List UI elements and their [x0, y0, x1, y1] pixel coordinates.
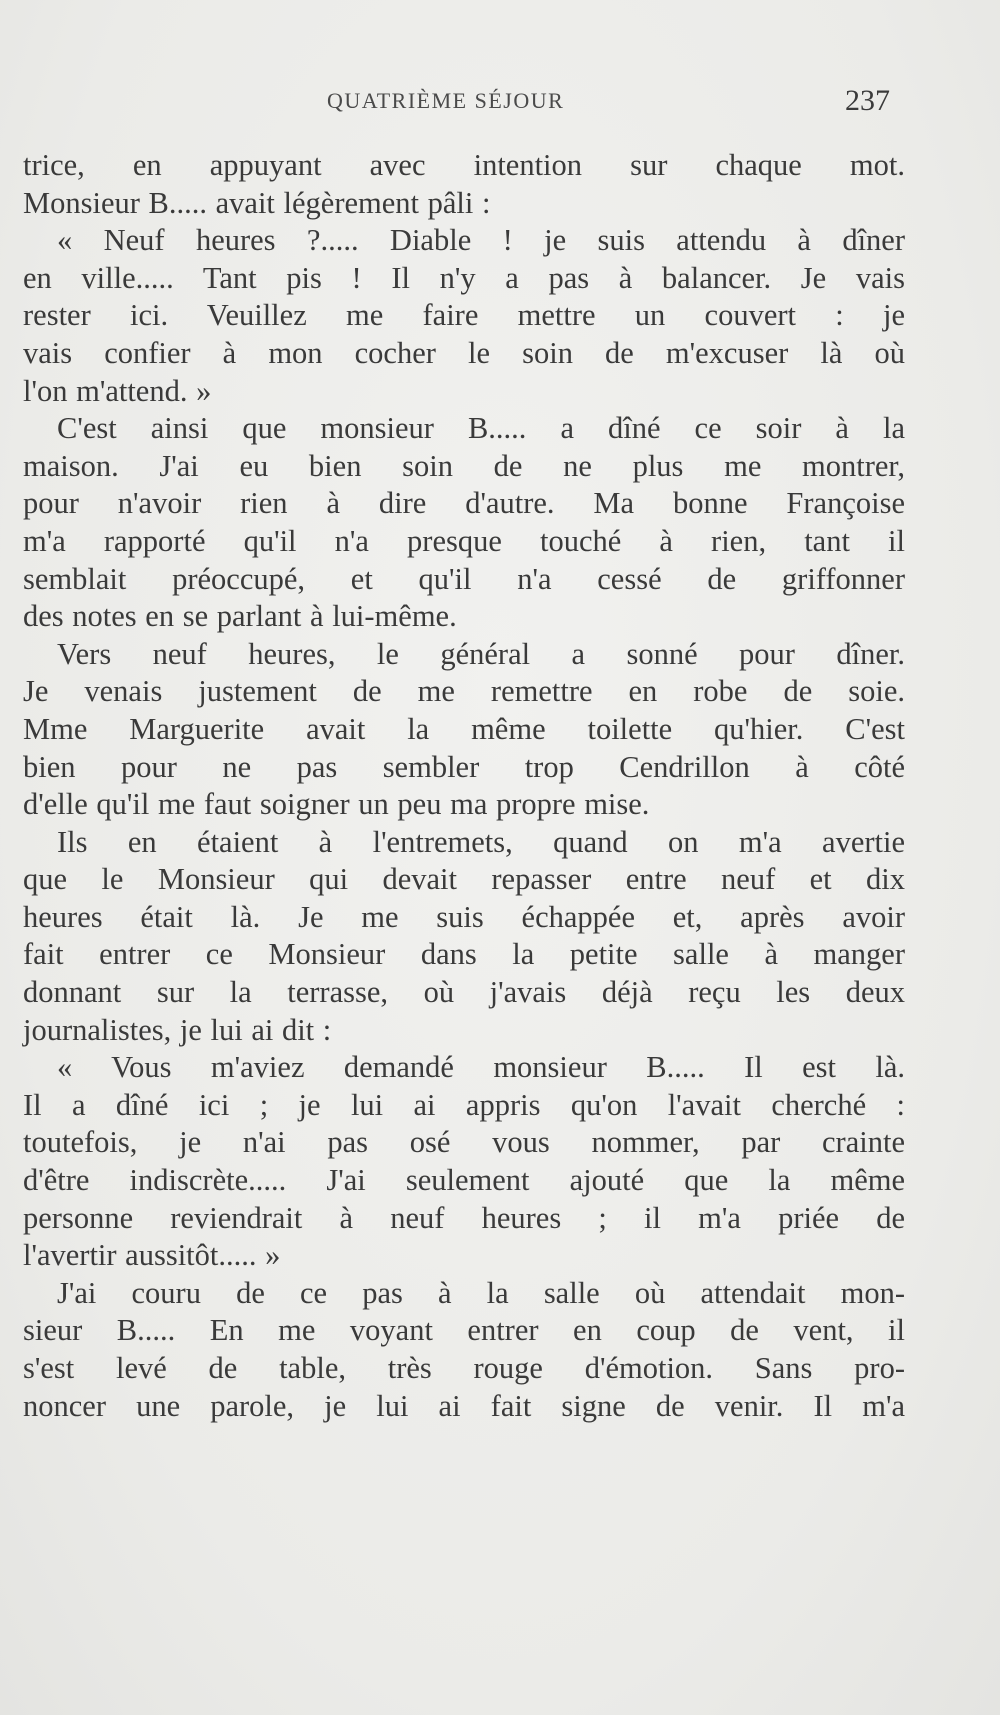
- text-line: noncer une parole, je lui ai fait signe de venir. Il m'a: [23, 1388, 905, 1423]
- text-line: J'ai couru de ce pas à la salle où attendait mon-: [57, 1275, 905, 1310]
- text-line: d'être indiscrète..... J'ai seulement ajouté que la même: [23, 1163, 905, 1198]
- text-line: Mme Marguerite avait la même toilette qu'hier. C'est: [23, 711, 905, 746]
- body-text: [23, 147, 905, 1425]
- text-line: Il a dîné ici ; je lui ai appris qu'on l'avait cherché :: [23, 1087, 905, 1122]
- text-line: « Neuf heures ?..... Diable ! je suis attendu à dîner: [57, 223, 905, 258]
- text-line: m'a rapporté qu'il n'a presque touché à rien, tant il: [23, 523, 905, 558]
- text-line: pour n'avoir rien à dire d'autre. Ma bonne Françoise: [23, 486, 905, 521]
- text-line: d'elle qu'il me faut soigner un peu ma propre mise.: [23, 787, 650, 822]
- text-line: semblait préoccupé, et qu'il n'a cessé de griffonner: [23, 561, 905, 596]
- text-line: Monsieur B..... avait légèrement pâli :: [23, 185, 491, 220]
- text-line: l'avertir aussitôt..... »: [23, 1238, 281, 1273]
- text-line: des notes en se parlant à lui-même.: [23, 599, 457, 634]
- text-line: Je venais justement de me remettre en robe de soie.: [23, 674, 905, 709]
- text-line: « Vous m'aviez demandé monsieur B..... Il est là.: [57, 1050, 905, 1085]
- text-line: maison. J'ai eu bien soin de ne plus me montrer,: [23, 448, 905, 483]
- text-line: Ils en étaient à l'entremets, quand on m'a avertie: [57, 824, 905, 859]
- text-line: Vers neuf heures, le général a sonné pour dîner.: [57, 636, 905, 671]
- text-line: trice, en appuyant avec intention sur chaque mot.: [23, 148, 905, 182]
- running-title: QUATRIÈME SÉJOUR: [327, 88, 565, 113]
- text-line: vais confier à mon cocher le soin de m'excuser là où: [23, 335, 905, 370]
- text-line: toutefois, je n'ai pas osé vous nommer, par crainte: [23, 1125, 905, 1160]
- text-line: sieur B..... En me voyant entrer en coup de vent, il: [23, 1313, 905, 1348]
- text-line: bien pour ne pas sembler trop Cendrillon à côté: [23, 749, 905, 784]
- text-line: donnant sur la terrasse, où j'avais déjà reçu les deux: [23, 975, 905, 1010]
- text-line: l'on m'attend. »: [23, 373, 212, 408]
- text-line: s'est levé de table, très rouge d'émotion. Sans pro-: [23, 1351, 905, 1385]
- text-line: personne reviendrait à neuf heures ; il m'a priée de: [23, 1200, 905, 1235]
- text-line: heures était là. Je me suis échappée et, après avoir: [23, 899, 905, 934]
- running-head: [0, 82, 1000, 122]
- text-line: C'est ainsi que monsieur B..... a dîné ce soir à la: [57, 411, 905, 446]
- page-number: 237: [845, 84, 890, 117]
- text-line: que le Monsieur qui devait repasser entre neuf et dix: [23, 862, 905, 897]
- text-line: fait entrer ce Monsieur dans la petite salle à manger: [23, 937, 905, 972]
- text-line: rester ici. Veuillez me faire mettre un couvert : je: [23, 298, 905, 333]
- text-line: journalistes, je lui ai dit :: [23, 1012, 332, 1047]
- text-line: en ville..... Tant pis ! Il n'y a pas à balancer. Je vais: [23, 260, 905, 295]
